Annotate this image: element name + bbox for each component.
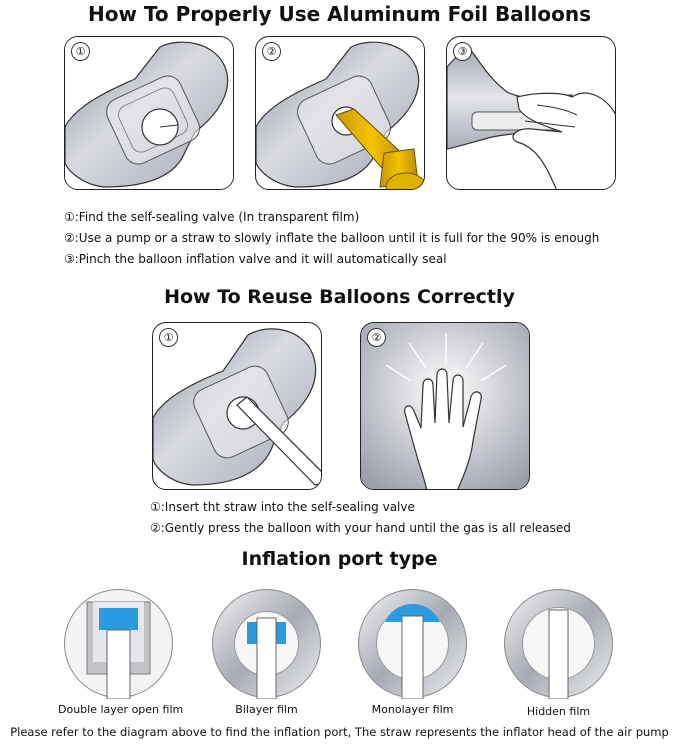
step-text-1: ①:Find the self-sealing valve (In transparent film) xyxy=(64,210,360,224)
step-number-badge: ① xyxy=(71,42,90,61)
straw-insert-illustration xyxy=(153,323,322,490)
caption-bilayer: Bilayer film xyxy=(235,703,298,716)
footnote: Please refer to the diagram above to find the inflation port, The straw represents the inflator head of the air pump xyxy=(10,725,669,739)
step-panel-find-valve xyxy=(64,36,234,190)
reuse-step-text-1: ①:Insert tht straw into the self-sealing valve xyxy=(150,500,415,514)
section-title-use: How To Properly Use Aluminum Foil Balloons xyxy=(87,2,592,26)
step-number-badge: ② xyxy=(367,328,386,347)
hidden-film-diagram xyxy=(503,588,614,699)
step-number-badge: ② xyxy=(262,42,281,61)
reuse-step-text-2: ②:Gently press the balloon with your hand until the gas is all released xyxy=(150,521,571,535)
caption-monolayer: Monolayer film xyxy=(371,703,454,716)
step-text-2: ②:Use a pump or a straw to slowly inflate the balloon until it is full for the 90% is enough xyxy=(64,231,600,245)
double-layer-open-film-diagram xyxy=(63,588,174,699)
caption-double-layer: Double layer open film xyxy=(58,703,184,716)
reuse-panel-insert-straw xyxy=(152,322,322,490)
monolayer-film-diagram xyxy=(357,588,468,699)
step-panel-pinch-seal xyxy=(446,36,616,190)
step-number-badge: ③ xyxy=(453,42,472,61)
pump-inflation-illustration xyxy=(256,37,425,190)
section-title-reuse: How To Reuse Balloons Correctly xyxy=(164,286,515,308)
reuse-panel-press-balloon xyxy=(360,322,530,490)
pinch-hand-illustration xyxy=(447,37,616,190)
step-text-3: ③:Pinch the balloon inflation valve and it will automatically seal xyxy=(64,252,447,266)
bilayer-film-diagram xyxy=(211,588,322,699)
caption-hidden: Hidden film xyxy=(526,705,591,718)
balloon-valve-illustration xyxy=(65,37,234,190)
step-number-badge: ① xyxy=(159,328,178,347)
step-panel-inflate xyxy=(255,36,425,190)
press-hand-illustration xyxy=(361,323,530,490)
section-title-port-type: Inflation port type xyxy=(241,548,438,570)
